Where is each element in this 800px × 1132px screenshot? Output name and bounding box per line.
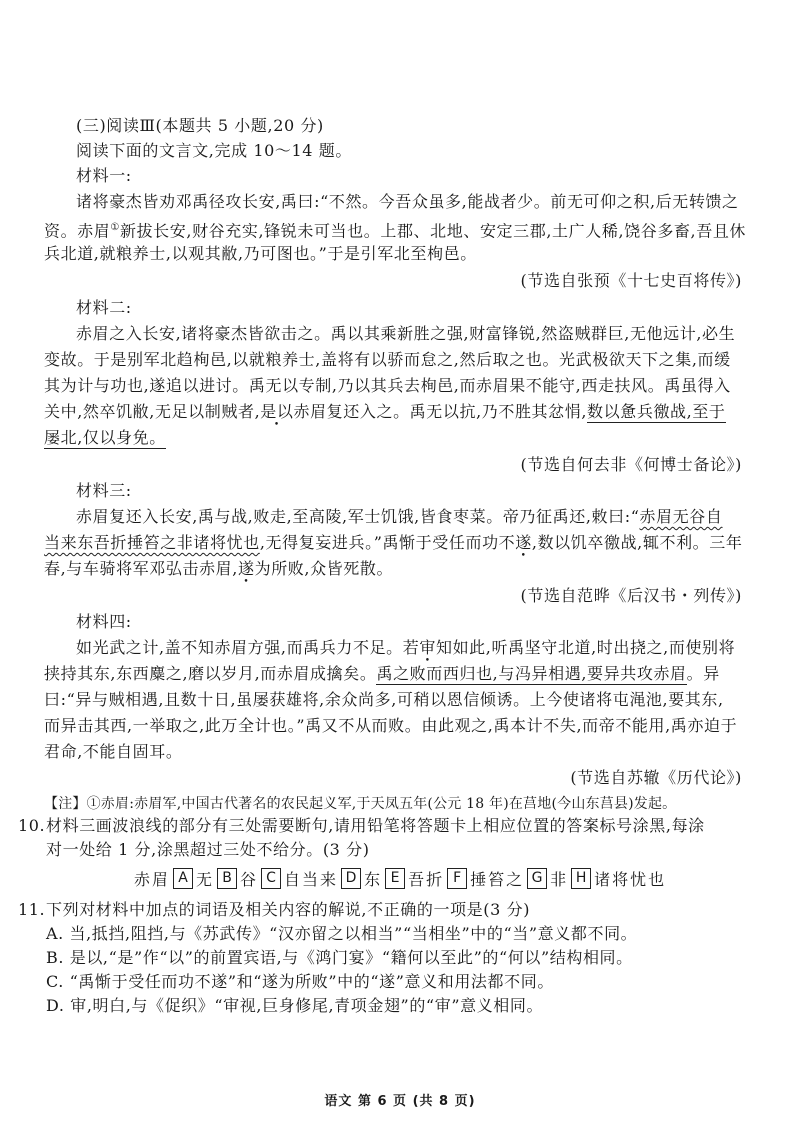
material3-line (44, 559, 393, 579)
option-row-text: 捶笞之 (470, 870, 525, 889)
q11-number: 11. (18, 900, 46, 919)
option-box-c: C (261, 868, 281, 889)
q10-number: 10. (18, 816, 46, 835)
material2-label: 材料二: (76, 298, 132, 317)
material4-line (76, 638, 735, 658)
material4-source: (节选自苏辙《历代论》) (570, 768, 742, 787)
material4-text: 。异 (686, 664, 720, 683)
material4-line: 而异击其西,一举取之,此万全计也。”禹又不从而败。由此观之,禹本计不失,而帝不能用,禹亦迫于 (44, 716, 738, 735)
material3-text: 赤眉复还入长安,禹与战,败走,至高陵,军士饥饿,皆食枣菜。帝乃征禹还,敕曰:“ (76, 507, 640, 526)
option-box-h: H (571, 868, 591, 889)
instruction-text: 阅读下面的文言文,完成 10～14 题。 (76, 141, 352, 160)
material2-line (44, 428, 166, 448)
material3-source: (节选自范晔《后汉书・列传》) (520, 586, 742, 605)
underlined-sentence: 禹之败而西归也,与冯异相遇,要异共攻赤眉 (376, 664, 687, 683)
option-row-text: 吾折 (408, 870, 445, 889)
material2-line: 赤眉之入长安,诸将豪杰皆欲击之。禹以其乘新胜之强,财富锋锐,然盗贼群巨,无他远计,必生 (76, 324, 736, 343)
material1-text: 资。赤眉 (44, 221, 111, 241)
material4-line: 曰:“异与贼相遇,且数十日,虽屡获雄将,余众尚多,可稍以恩信倾诱。上今使诸将屯渑池,要其东, (44, 690, 724, 709)
material1-line: 诸将豪杰皆劝邓禹径攻长安,禹曰:“不然。今吾众虽多,能战者少。前无可仰之积,后无转馈之 (76, 192, 739, 211)
q11-stem: 下列对材料中加点的词语及相关内容的解说,不正确的一项是(3 分) (46, 900, 531, 919)
q11-option-b: B. 是以,“是”作“以”的前置宾语,与《鸿门宴》“籍何以至此”的“何以”结构相同。 (46, 948, 633, 967)
option-box-f: F (447, 868, 467, 889)
material3-line (44, 533, 742, 553)
material1-line (44, 218, 746, 241)
material3-text: 春,与车骑将军邓弘击赤眉, (44, 559, 238, 578)
option-box-e: E (385, 868, 405, 889)
wavy-underlined-text: 赤眉无谷自 (639, 507, 723, 526)
material1-label: 材料一: (76, 166, 132, 185)
material3-text: ,数以饥卒徼战,辄不利。三年 (531, 533, 743, 552)
option-row-text: 东 (364, 870, 383, 889)
dotted-word-sui: 遂 (515, 533, 532, 552)
dotted-word-shiyi: 是以 (260, 402, 294, 421)
option-row-text: 非 (550, 870, 569, 889)
footnote: 【注】①赤眉:赤眉军,中国古代著名的农民起义军,于天凤五年(公元 18 年)在莒地(今山东莒县)发起。 (44, 796, 677, 812)
underlined-sentence: 屡北,仅以身免。 (44, 428, 166, 447)
material2-line: 变故。于是别军北趋栒邑,以就粮养士,盖将有以骄而怠之,然后取之也。光武极欲天下之集,而缓 (44, 350, 731, 369)
material3-text: ,无得复妄进兵。”禹惭于受任而功不 (259, 533, 516, 552)
footnote-mark: ① (110, 222, 120, 233)
option-row-text: 无 (196, 870, 215, 889)
page-footer: 语文 第 6 页 (共 8 页) (324, 1094, 476, 1109)
wavy-underlined-text: 当来东吾折捶笞之非诸将忧也 (44, 533, 260, 552)
material4-text: 知如此,听禹坚守北道,时出挠之,而使别将 (435, 638, 736, 657)
material3-line (76, 507, 723, 527)
section-heading: (三)阅读Ⅲ(本题共 5 小题,20 分) (76, 116, 324, 135)
material2-text: 赤眉复还入之。禹无以抗,乃不胜其忿悁, (293, 402, 588, 421)
material4-line: 君命,不能自固耳。 (44, 742, 183, 761)
option-row-text: 自当来 (284, 870, 339, 889)
material4-text: 挟持其东,东西麋之,磨以岁月,而赤眉成擒矣。 (44, 664, 377, 683)
dotted-word-shen: 审 (419, 638, 436, 657)
q10-stem: 材料三画波浪线的部分有三处需要断句,请用铅笔将答题卡上相应位置的答案标号涂黑,每涂 (46, 816, 705, 835)
material4-line (44, 664, 720, 684)
q11-option-d: D. 审,明白,与《促织》“审视,巨身修尾,青项金翅”的“审”意义相同。 (46, 996, 544, 1015)
q11-option-a: A. 当,抵挡,阻挡,与《苏武传》“汉亦留之以相当”“当相坐”中的“当”意义都不同。 (46, 924, 638, 943)
option-row-text: 诸将忧也 (594, 870, 667, 889)
underlined-sentence: 数以惫兵徼战,至于 (587, 402, 726, 421)
material3-text: 为所败,众皆死散。 (254, 559, 394, 578)
option-box-d: D (341, 868, 361, 889)
material1-text: 新拔长安,财谷充实,锋锐未可当也。上郡、北地、安定三郡,土广人稀,饶谷多畜,吾且休 (119, 221, 747, 241)
dotted-word-sui: 遂 (237, 559, 255, 578)
q10-stem: 对一处给 1 分,涂黑超过三处不给分。(3 分) (46, 840, 370, 859)
option-row-text: 谷 (240, 870, 259, 889)
material2-line: 其为计与功也,遂追以进讨。禹无以专制,乃以其兵去栒邑,而赤眉果不能守,西走扶风。禹虽得入 (44, 376, 731, 395)
option-box-b: B (217, 868, 237, 889)
material1-line: 兵北道,就粮养士,以观其敝,乃可图也。”于是引军北至栒邑。 (44, 244, 477, 263)
option-row-text: 赤眉 (134, 870, 171, 889)
option-box-g: G (527, 868, 547, 889)
material4-text: 如光武之计,盖不知赤眉方强,而禹兵力不足。若 (76, 638, 420, 657)
material2-line (44, 402, 726, 422)
material2-text: 关中,然卒饥敝,无足以制贼者, (44, 402, 261, 421)
material2-source: (节选自何去非《何博士备论》) (520, 455, 742, 474)
material3-label: 材料三: (76, 481, 132, 500)
q11-option-c: C. “禹惭于受任而功不遂”和“遂为所败”中的“遂”意义和用法都不同。 (46, 972, 554, 991)
option-box-a: A (173, 868, 193, 889)
material1-source: (节选自张预《十七史百将传》) (520, 271, 742, 290)
material4-label: 材料四: (76, 612, 132, 631)
q10-breakpoint-options (134, 867, 666, 890)
